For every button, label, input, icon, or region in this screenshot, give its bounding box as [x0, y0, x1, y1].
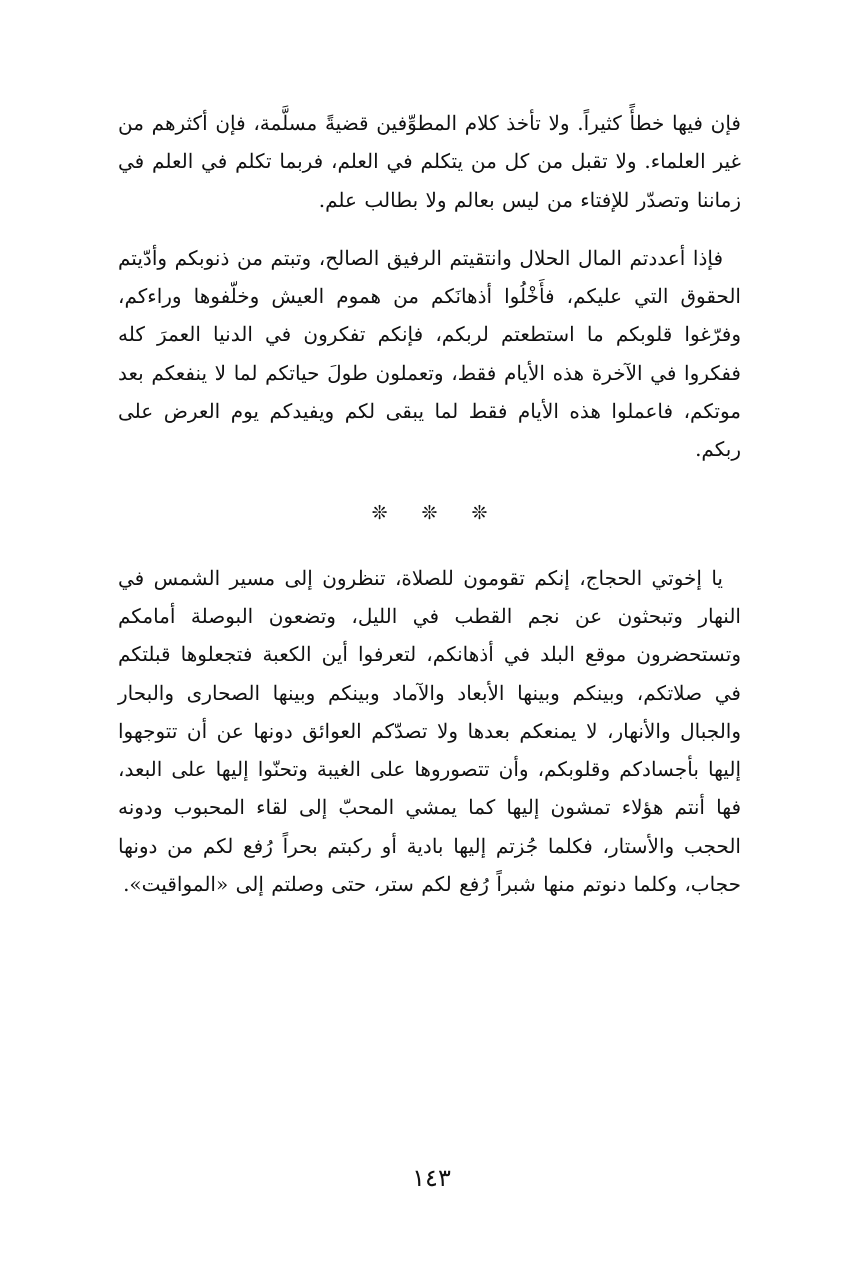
- page-number: ١٤٣: [412, 1164, 451, 1192]
- paragraph-continuation: فإن فيها خطأً كثيراً. ولا تأخذ كلام المطوِّفين قضيةً مسلَّمة، فإن أكثرهم من غير العلماء. ولا تقبل من كل من يتكلم في العلم، فربما تكلم في العلم في زماننا وتصدّر للإفتاء من ليس بعالم ولا بطالب علم.: [118, 111, 741, 212]
- page-body: [118, 104, 741, 903]
- section-separator: ❊ ❊ ❊: [371, 501, 502, 524]
- paragraph-pilgrims: يا إخوتي الحجاج، إنكم تقومون للصلاة، تنظرون إلى مسير الشمس في النهار وتبحثون عن نجم القطب في الليل، وتضعون البوصلة أمامكم وتستحضرون موقع البلد في أذهانكم، لتعرفوا أين الكعبة فتجعلوها قبلتكم في صلاتكم، وبينكم وبينها الأبعاد والآماد وبينكم وبينها الصحارى والبحار والجبال والأنهار، لا يمنعكم بعدها ولا تصدّكم العوائق دونها عن أن تتوجهوا إليها بأجسادكم وقلوبكم، وأن تتصوروها على الغيبة وتحنّوا إليها على البعد، فها أنتم هؤلاء تمشون إليها كما يمشي المحبّ إلى لقاء المحبوب ودونه الحجب والأستار، فكلما جُزتم إليها بادية أو ركبتم بحراً رُفع لكم من دونها حجاب، وكلما دنوتم منها شبراً رُفع لكم ستر، حتى وصلتم إلى «المواقيت».: [118, 565, 741, 897]
- paragraph-preparation: فإذا أعددتم المال الحلال وانتقيتم الرفيق الصالح، وتبتم من ذنوبكم وأدّيتم الحقوق التي عليكم، فأَخْلُوا أذهانَكم من هموم العيش وخلّفوها وراءكم، وفرّغوا قلوبكم ما استطعتم لربكم، فإنكم تفكرون في الدنيا العمرَ كله ففكروا في الآخرة هذه الأيام فقط، وتعملون طولَ حياتكم لما لا ينفعكم بعد موتكم، فاعملوا هذه الأيام فقط لما يبقى لكم ويفيدكم يوم العرض على ربكم.: [118, 245, 741, 462]
